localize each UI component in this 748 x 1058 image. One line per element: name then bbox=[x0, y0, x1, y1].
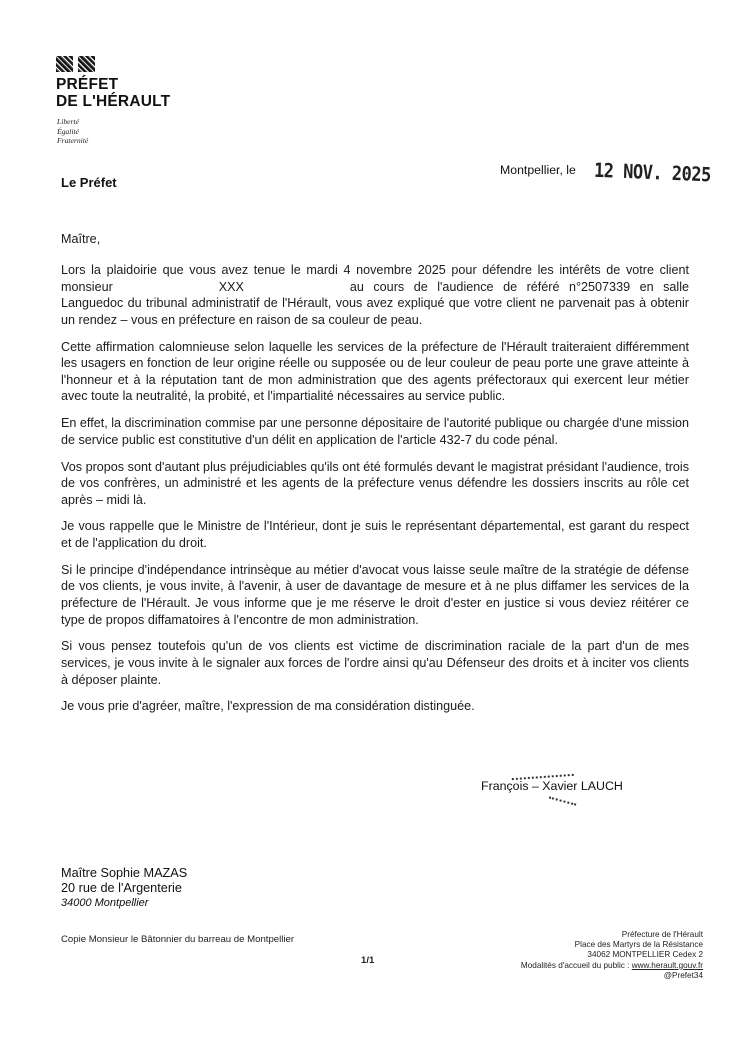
footer-line-3: 34062 MONTPELLIER Cedex 2 bbox=[587, 950, 703, 960]
logo-title-line1: PRÉFET bbox=[56, 76, 119, 93]
marianne-logo-icon bbox=[56, 56, 100, 72]
footer-address bbox=[521, 930, 703, 981]
paragraph-7: Si vous pensez toutefois qu'un de vos clients est victime de discrimination raciale de la part d'un de mes services, je vous invite à le signaler aux forces de l'ordre ainsi qu'au Défenseur des droits et à inciter vos clients à déposer plainte. bbox=[61, 639, 689, 687]
paragraph-2: Cette affirmation calomnieuse selon laquelle les services de la préfecture de l'Hérault traiteraient différemment les usagers en fonction de leur origine réelle ou supposée ou de leur couleur de peau porte une grave atteinte à l'honneur et à la réputation tant de mon administration que des agents préfectoraux qui exercent leur métier avec toute la neutralité, la probité, et l'impartialité nécessaires au service public. bbox=[61, 339, 689, 404]
salutation: Maître, bbox=[61, 232, 101, 246]
redacted-client-name: XXX bbox=[218, 279, 244, 294]
paragraph-1-end: au cours de l'audience de référé n°2507339 en salle Languedoc du tribunal administratif de l'Hérault, vous avez expliqué que votre client ne parvenait pas à obtenir un rendez – vous en préfecture en raison de sa couleur de peau. bbox=[61, 279, 690, 327]
date-stamp: 12 NOV. 2025 bbox=[593, 159, 712, 188]
republic-motto bbox=[57, 117, 88, 146]
paragraph-6: Si le principe d'indépendance intrinsèque au métier d'avocat vous laisse seule maître de la stratégie de défense de vos clients, je vous invite, à l'avenir, à user de davantage de mesure et à ne plus diffamer les services de la préfecture de l'Hérault. Je vous informe que je me réserve le droit d'ester en justice si vous deviez réitérer ce type de propos diffamatoires à l'encontre de mon administration. bbox=[61, 562, 689, 627]
motto-egalite: Égalité bbox=[57, 126, 79, 136]
footer-reception-label: Modalités d'accueil du public : bbox=[520, 960, 632, 970]
paragraph-4: Vos propos sont d'autant plus préjudiciables qu'ils ont été formulés devant le magistrat présidant l'audience, trois de vos confrères, un administré et les agents de la préfecture venus défendre les dossiers inscrits au rôle cet après – midi là. bbox=[61, 459, 689, 507]
footer-line-5: @Prefet34 bbox=[663, 970, 703, 980]
place-date-prefix: Montpellier, le bbox=[500, 163, 576, 177]
footer-line-4 bbox=[521, 961, 703, 971]
letter-body bbox=[61, 262, 689, 725]
paragraph-1 bbox=[61, 262, 689, 328]
closing-formula: Je vous prie d'agréer, maître, l'expression de ma considération distinguée. bbox=[61, 699, 475, 714]
website-link[interactable]: www.herault.gouv.fr bbox=[631, 960, 703, 970]
footer-line-2: Place des Martyrs de la Résistance bbox=[574, 940, 703, 950]
sender-title: Le Préfet bbox=[61, 175, 117, 190]
prefecture-logo-title bbox=[56, 76, 170, 110]
paragraph-1-start: Lors la plaidoirie que vous avez tenue le mardi 4 novembre 2025 pour défendre les intérêts de votre client monsieur bbox=[61, 263, 689, 294]
recipient-city: 34000 Montpellier bbox=[61, 897, 149, 909]
recipient-name: Maître Sophie MAZAS bbox=[61, 866, 188, 880]
marianne-emblem-left-icon bbox=[56, 56, 73, 72]
recipient-address bbox=[61, 866, 187, 911]
recipient-street: 20 rue de l'Argenterie bbox=[61, 881, 182, 895]
page-number: 1/1 bbox=[361, 955, 375, 966]
motto-liberte: Liberté bbox=[57, 117, 79, 126]
footer-line-1: Préfecture de l'Hérault bbox=[621, 930, 703, 939]
signatory-name: François – Xavier LAUCH bbox=[481, 779, 623, 793]
signature-flourish-icon bbox=[548, 796, 577, 809]
motto-fraternite: Fraternité bbox=[57, 136, 89, 145]
marianne-emblem-right-icon bbox=[78, 56, 95, 72]
logo-title-line2: DE L'HÉRAULT bbox=[56, 93, 171, 110]
paragraph-5: Je vous rappelle que le Ministre de l'Intérieur, dont je suis le représentant départemental, est garant du respect et de l'application du droit. bbox=[61, 519, 689, 551]
copy-note: Copie Monsieur le Bâtonnier du barreau de Montpellier bbox=[61, 934, 295, 945]
paragraph-3: En effet, la discrimination commise par une personne dépositaire de l'autorité publique ou chargée d'une mission de service public est constitutive d'un délit en application de l'article 432-7 du code pénal. bbox=[61, 416, 689, 447]
